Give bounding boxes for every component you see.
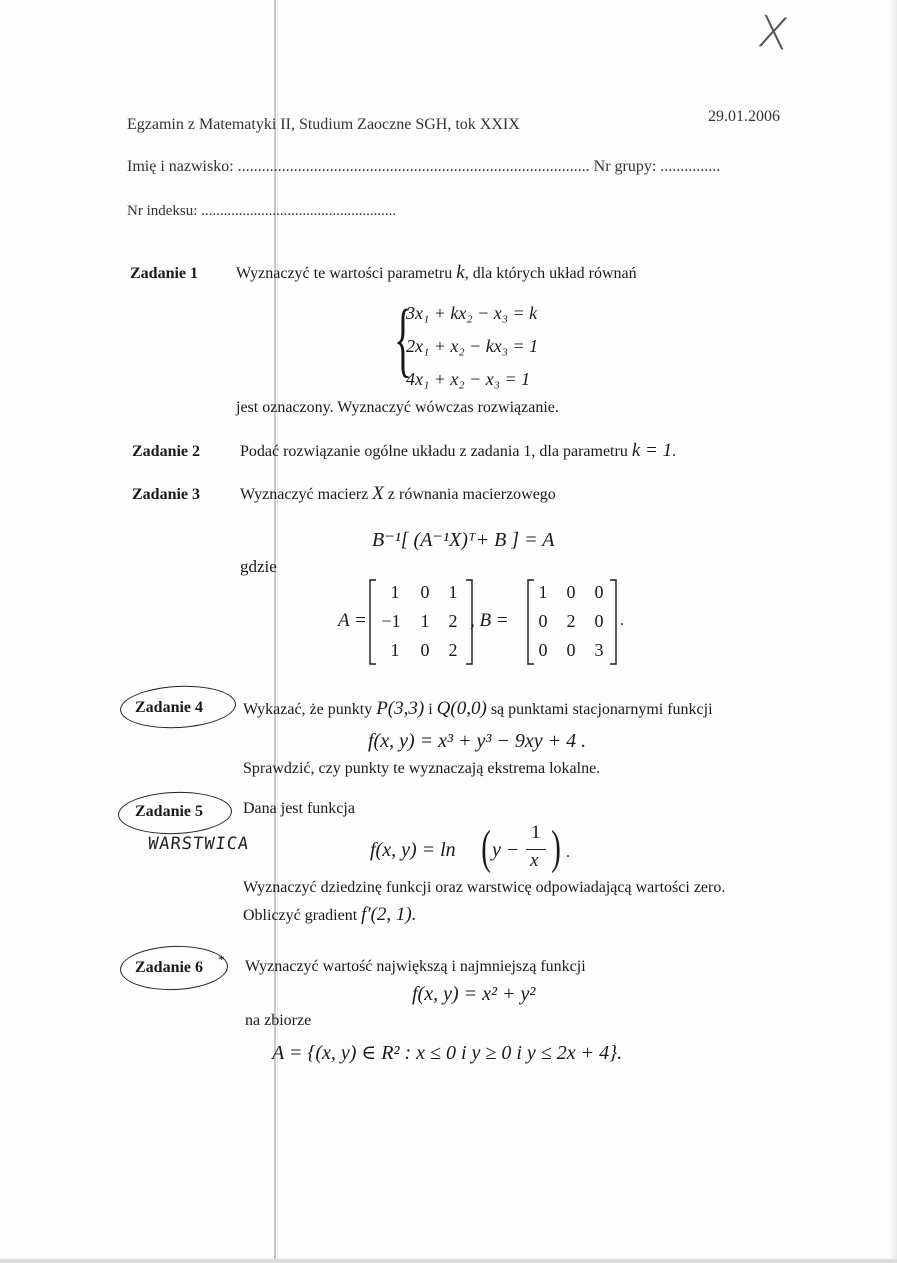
task-4-text: Wykazać, że punkty P(3,3) i Q(0,0) są punktami stacjonarnymi funkcji (243, 698, 713, 719)
corner-pencil-mark: X (754, 6, 792, 61)
paper-edge-bottom (0, 1259, 897, 1263)
task-6-function: f(x, y) = x² + y² (412, 983, 536, 1005)
task-6-label: Zadanie 6 (135, 959, 204, 976)
matrix-b-cell: 0 (538, 611, 548, 631)
task-2-label: Zadanie 2 (132, 443, 201, 460)
matrix-b-cell: 0 (566, 640, 576, 660)
task-3-text: Wyznaczyć macierz X z równania macierzowego (240, 483, 556, 504)
task-5-handwritten-note: WARSTWICA (146, 834, 251, 854)
task-5-paren-open: ( (481, 821, 491, 874)
matrix-b (530, 580, 614, 664)
task-1-eq-3: 4x₁ + x₂ − x₃ = 1 (406, 369, 531, 389)
task-5-function-tail: . (566, 844, 570, 861)
matrix-a-cell: 1 (420, 611, 430, 631)
matrix-b-label: , B = (470, 610, 509, 631)
task-5-text: Dana jest funkcja (243, 800, 355, 817)
exam-date: 29.01.2006 (708, 108, 780, 125)
paper-fold-line (274, 0, 276, 1263)
matrix-b-cell: 3 (594, 640, 604, 660)
paper-edge-right (889, 0, 897, 1263)
matrix-a-label: A = (338, 610, 367, 631)
task-3-equation: B⁻¹[ (A⁻¹X)ᵀ+ B ] = A (372, 529, 555, 551)
name-group-line: Imię i nazwisko: ........................................................................................ Nr grupy: ............... (127, 158, 721, 175)
matrix-a-cell: 0 (420, 640, 430, 660)
task-5-after-1: Wyznaczyć dziedzinę funkcji oraz warstwicę odpowiadającą wartości zero. (243, 879, 726, 896)
matrix-a-cell: 1 (390, 582, 400, 602)
task-5-frac-num: 1 (531, 822, 541, 843)
task-6-on-set: na zbiorze (245, 1012, 312, 1029)
task-6-set: A = {(x, y) ∈ R² : x ≤ 0 i y ≥ 0 i y ≤ 2x + 4}. (272, 1042, 623, 1064)
task-3-label: Zadanie 3 (132, 486, 201, 503)
task-6-text: Wyznaczyć wartość największą i najmniejszą funkcji (245, 958, 586, 975)
matrix-a-cell: 0 (420, 582, 430, 602)
matrix-b-cell: 1 (538, 582, 548, 602)
matrix-a-cell: 1 (448, 582, 458, 602)
task-6-star: * (218, 952, 225, 967)
task-4-after: Sprawdzić, czy punkty te wyznaczają ekstrema lokalne. (243, 760, 601, 777)
task-1-after: jest oznaczony. Wyznaczyć wówczas rozwiązanie. (236, 399, 559, 416)
matrix-a (374, 580, 468, 664)
matrix-b-cell: 0 (566, 582, 576, 602)
matrix-a-cell: −1 (381, 611, 401, 631)
task-5-frac-den: x (530, 850, 539, 871)
task-5-function-inner: y − (492, 839, 520, 861)
task-1-label: Zadanie 1 (130, 265, 199, 282)
task-1-text: Wyznaczyć te wartości parametru k, dla których układ równań (236, 262, 637, 283)
paper-fold-shadow (277, 0, 278, 1263)
matrix-b-cell: 0 (594, 611, 604, 631)
exam-title: Egzamin z Matematyki II, Studium Zaoczne SGH, tok XXIX (127, 116, 520, 133)
task-1-system-brace: { (394, 293, 413, 386)
task-4-label: Zadanie 4 (135, 699, 204, 716)
task-2-text: Podać rozwiązanie ogólne układu z zadania 1, dla parametru k = 1. (240, 440, 677, 461)
task-4-function: f(x, y) = x³ + y³ − 9xy + 4 . (368, 730, 587, 752)
index-line: Nr indeksu: .................................................... (127, 203, 397, 219)
matrix-a-cell: 2 (448, 640, 458, 660)
task-5-label: Zadanie 5 (135, 803, 204, 820)
task-5-function-left: f(x, y) = ln (370, 839, 456, 861)
matrix-a-cell: 1 (390, 640, 400, 660)
task-1-eq-2: 2x₁ + x₂ − kx₃ = 1 (406, 336, 539, 356)
task-1-eq-1: 3x₁ + kx₂ − x₃ = k (406, 303, 538, 323)
task-5-after-2: Obliczyć gradient f′(2, 1). (243, 904, 417, 925)
matrix-b-cell: 0 (538, 640, 548, 660)
matrix-b-cell: 2 (566, 611, 576, 631)
task-3-where: gdzie (240, 557, 277, 576)
matrix-tail: . (620, 612, 624, 629)
task-5-paren-close: ) (551, 821, 561, 874)
matrix-b-cell: 0 (594, 582, 604, 602)
matrix-a-cell: 2 (448, 611, 458, 631)
